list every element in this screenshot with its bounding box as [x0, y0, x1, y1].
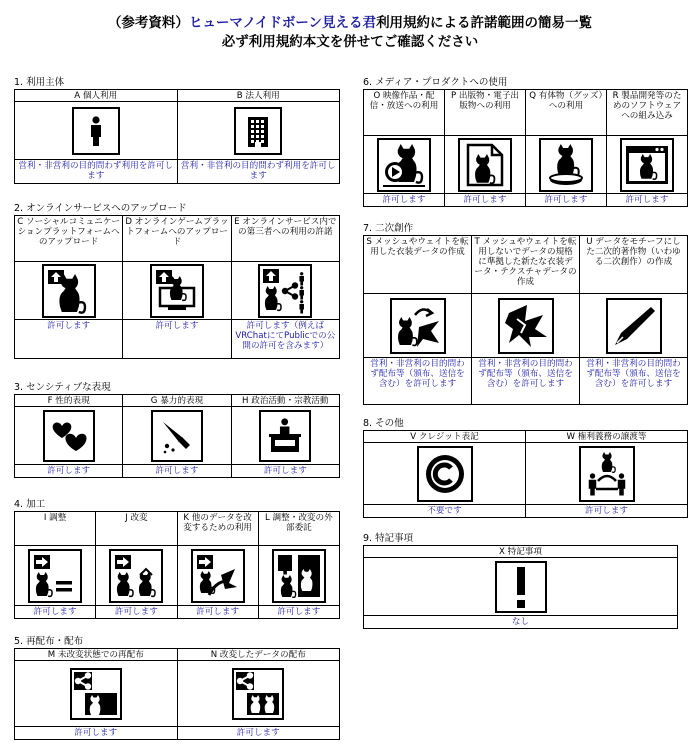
permission-cell	[122, 216, 230, 358]
ribbon-icon	[498, 298, 554, 354]
knife-icon	[151, 410, 203, 462]
icon-area	[526, 136, 606, 194]
icon-area	[607, 136, 687, 194]
transfer-icon	[191, 549, 245, 603]
permission-table	[14, 511, 340, 619]
share-modified-icon	[232, 668, 284, 720]
permission-heading: T メッシュやウェイトを転用しないでデータの規格に準拠した新たな衣装データ・テクスチャデータの作成	[472, 236, 579, 294]
section-title: 1. 利用主体	[14, 77, 65, 88]
permission-cell	[95, 512, 176, 618]
permission-cell	[525, 431, 687, 517]
icon-area	[15, 661, 177, 727]
section-s9	[363, 533, 688, 629]
icon-area	[178, 102, 340, 160]
section-title: 9. 特記事項	[363, 533, 414, 544]
permission-heading: F 性的表現	[15, 395, 122, 407]
permission-heading: L 調整・改変の外部委託	[259, 512, 339, 546]
section-s3	[14, 382, 340, 478]
permission-heading: M 未改変状態での再配布	[15, 649, 177, 661]
section-title: 4. 加工	[14, 499, 46, 510]
permission-status: 許可します	[382, 195, 426, 205]
icon-area	[123, 262, 230, 320]
permission-status: 許可します	[263, 466, 307, 476]
section-s7	[363, 223, 688, 405]
permission-cell	[122, 395, 230, 477]
permission-heading: I 調整	[15, 512, 95, 546]
permission-cell	[444, 90, 525, 206]
share-cat-icon	[70, 668, 122, 720]
video-cat-icon	[377, 138, 431, 192]
page-title: （参考資料）ヒューマノイドボーン見える君利用規約による許諾範囲の簡易一覧	[107, 15, 593, 31]
permission-table	[14, 215, 340, 359]
permission-cell	[364, 546, 677, 628]
person-icon	[72, 107, 120, 155]
permission-cell	[177, 512, 258, 618]
adjust-icon	[28, 549, 82, 603]
icon-area	[178, 661, 340, 727]
permission-cell	[231, 216, 339, 358]
permission-cell	[364, 431, 525, 517]
permission-status: 許可します	[196, 607, 240, 617]
section-title: 6. メディア・プロダクトへの使用	[363, 77, 508, 88]
product-name: ヒューマノイドボーン見える君	[188, 15, 377, 31]
icon-area	[232, 407, 339, 465]
section-s1	[14, 77, 340, 184]
icon-area	[15, 546, 95, 606]
permission-heading: K 他のデータを改変するための利用	[178, 512, 258, 546]
permission-status: 許可します	[114, 607, 158, 617]
permission-status: 許可します	[47, 321, 91, 331]
permission-cell	[471, 236, 579, 404]
icon-area	[123, 407, 230, 465]
icon-area	[364, 294, 471, 358]
permission-table	[363, 545, 678, 629]
section-s5	[14, 636, 340, 740]
permission-status: 許可します	[585, 506, 628, 516]
permission-cell	[364, 90, 444, 206]
hearts-icon	[43, 410, 95, 462]
upload-monitor-icon	[150, 264, 204, 318]
icon-area	[364, 558, 677, 616]
permission-heading: H 政治活動・宗教活動	[232, 395, 339, 407]
permission-status: 許可します（例えばVRChatにてPublicでの公開の許可を含みます）	[235, 321, 336, 351]
section-s2	[14, 203, 340, 359]
copyright-icon	[417, 446, 473, 502]
permission-heading: U データをモチーフにした二次的著作物（いわゆる二次創作）の作成	[580, 236, 687, 294]
permission-status: 不要です	[427, 506, 462, 516]
permission-status: 営利・非営利の目的問わず配布等（頒布、送信を含む）を許可します	[586, 359, 681, 389]
permission-cell	[231, 395, 339, 477]
permission-cell	[525, 90, 606, 206]
share-people-icon	[258, 264, 312, 318]
permission-status: 営利・非営利の目的問わず配布等（頒布、送信を含む）を許可します	[478, 359, 573, 389]
document-cat-icon	[458, 138, 512, 192]
icon-area	[178, 546, 258, 606]
permission-heading: D オンラインゲームプラットフォームへのアップロード	[123, 216, 230, 262]
permission-cell	[258, 512, 339, 618]
permission-table	[14, 648, 340, 740]
permission-status: 営利・非営利の目的問わず利用を許可します	[180, 161, 336, 181]
permission-status: 許可します	[544, 195, 588, 205]
permission-heading: C ソーシャルコミュニケーションプラットフォームへのアップロード	[15, 216, 122, 262]
permission-status: 許可します	[277, 607, 321, 617]
section-title: 5. 再配布・配布	[14, 636, 84, 647]
permission-heading: G 暴力的表現	[123, 395, 230, 407]
section-title: 8. その他	[363, 418, 404, 429]
section-s6	[363, 77, 688, 207]
permission-heading: O 映像作品・配信・放送への利用	[364, 90, 444, 136]
permission-heading: J 改変	[96, 512, 176, 546]
modify-icon	[109, 549, 163, 603]
permission-heading: W 権利義務の譲渡等	[526, 431, 687, 443]
transfer-rights-icon	[579, 446, 635, 502]
pen-icon	[606, 298, 662, 354]
section-s8	[363, 418, 688, 518]
permission-cell	[177, 90, 340, 183]
building-icon	[234, 107, 282, 155]
permission-status: 許可します	[236, 728, 280, 738]
icon-area	[15, 262, 122, 320]
permission-status: 許可します	[47, 466, 91, 476]
icon-area	[526, 443, 687, 505]
icon-area	[259, 546, 339, 606]
section-title: 3. センシティブな表現	[14, 382, 111, 393]
cat-ribbon-icon	[390, 298, 446, 354]
icon-area	[232, 262, 339, 320]
permission-status: 許可します	[155, 321, 199, 331]
permission-table	[363, 430, 688, 518]
icon-area	[96, 546, 176, 606]
icon-area	[445, 136, 525, 194]
permission-heading: E オンラインサービス内での第三者への利用の許諾	[232, 216, 339, 262]
icon-area	[364, 443, 525, 505]
permission-heading: A 個人利用	[15, 90, 177, 102]
permission-status: 許可します	[74, 728, 118, 738]
page-subtitle: 必ず利用規約本文を併せてご確認ください	[221, 34, 479, 50]
permission-cell	[364, 236, 471, 404]
section-s4	[14, 499, 340, 619]
permission-table	[363, 89, 688, 207]
permission-cell	[15, 90, 177, 183]
software-window-icon	[620, 138, 674, 192]
permission-status: 許可します	[625, 195, 669, 205]
permission-table	[14, 394, 340, 478]
section-title: 2. オンラインサービスへのアップロード	[14, 203, 187, 214]
podium-icon	[259, 410, 311, 462]
permission-heading: X 特記事項	[364, 546, 677, 558]
permission-cell	[606, 90, 687, 206]
icon-area	[15, 407, 122, 465]
permission-cell	[15, 649, 177, 739]
permission-heading: N 改変したデータの配布	[178, 649, 340, 661]
permission-heading: S メッシュやウェイトを転用した衣装データの作成	[364, 236, 471, 294]
exclamation-icon	[495, 561, 547, 613]
icon-area	[364, 136, 444, 194]
icon-area	[15, 102, 177, 160]
permission-status: なし	[511, 617, 530, 627]
permission-status: 許可します	[463, 195, 507, 205]
permission-heading: B 法人利用	[178, 90, 340, 102]
permission-heading: Q 有体物（グッズ）への利用	[526, 90, 606, 136]
permission-table	[14, 89, 340, 184]
permission-table	[363, 235, 688, 405]
permission-cell	[579, 236, 687, 404]
icon-area	[580, 294, 687, 358]
outsource-icon	[272, 549, 326, 603]
permission-heading: R 製品開発等のためのソフトウェアへの組み込み	[607, 90, 687, 136]
figure-cat-icon	[539, 138, 593, 192]
permission-cell	[15, 216, 122, 358]
icon-area	[472, 294, 579, 358]
upload-cat-icon	[42, 264, 96, 318]
permission-heading: V クレジット表記	[364, 431, 525, 443]
permission-cell	[15, 512, 95, 618]
section-title: 7. 二次創作	[363, 223, 414, 234]
permission-status: 許可します	[155, 466, 199, 476]
permission-cell	[177, 649, 340, 739]
permission-status: 許可します	[33, 607, 77, 617]
permission-status: 営利・非営利の目的問わず利用を許可します	[18, 161, 174, 181]
permission-status: 営利・非営利の目的問わず配布等（頒布、送信を含む）を許可します	[370, 359, 465, 389]
permission-cell	[15, 395, 122, 477]
permission-heading: P 出版物・電子出版物への利用	[445, 90, 525, 136]
